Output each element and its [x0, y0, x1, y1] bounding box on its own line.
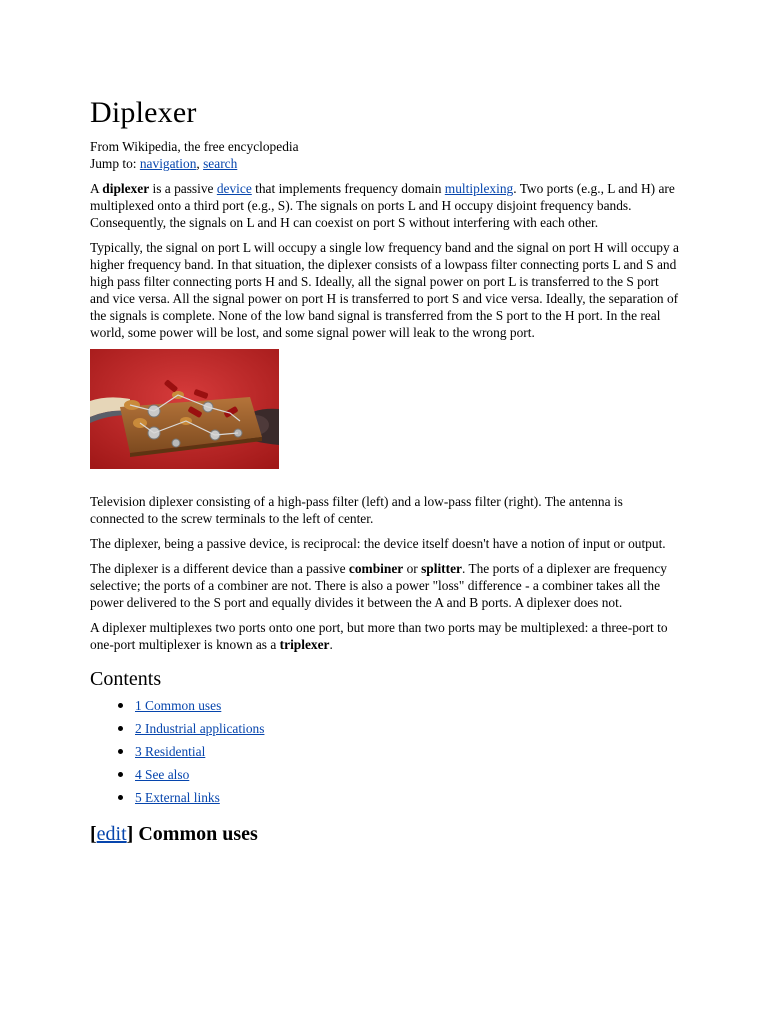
edit-link[interactable]: edit [96, 823, 127, 845]
article [90, 96, 680, 852]
toc-item [135, 766, 680, 789]
text-run: . Two ports (e.g., L and H) are multiplexed onto a third port (e.g., S). The signals on ports L and H occupy disjoint frequency bands. Consequently, the signals on L and H can coexist on port S without interfering with each other. [90, 181, 675, 230]
toc-item [135, 720, 680, 743]
toc-link-common-uses[interactable]: 1 Common uses [135, 698, 222, 713]
contents-heading: Contents [90, 668, 162, 690]
intro-paragraph [90, 180, 680, 231]
toc-link-residential[interactable]: 3 Residential [135, 744, 206, 759]
text-run: . [329, 637, 333, 652]
term-diplexer: diplexer [102, 181, 150, 196]
table-of-contents [90, 697, 680, 812]
jump-search-link[interactable]: search [203, 156, 238, 171]
site-subtitle: From Wikipedia, the free encyclopedia [90, 139, 299, 154]
jump-separator: , [196, 156, 204, 171]
paragraph-ports: Typically, the signal on port L will occupy a single low frequency band and the signal on port H will occupy a higher frequency band. In that situation, the diplexer consists of a lowpass filter connecting ports L and S and high pass filter connecting ports H and S. Ideally, all the signal power on port L is transferred to the S port and vice versa. All the signal power on port H is transferred to port S and vice versa. Ideally, the separation of the signals is complete. None of the low band signal is transferred from the S port to the H port. In the real world, some power will be lost, and some signal power will leak to the wrong port. [90, 240, 679, 340]
term-splitter: splitter [421, 561, 462, 576]
page-title: Diplexer [90, 96, 197, 129]
text-run: A [90, 181, 103, 196]
toc-item [135, 743, 680, 766]
toc-link-see-also[interactable]: 4 See also [135, 767, 190, 782]
text-run: is a passive [149, 181, 217, 196]
paragraph-triplexer [90, 619, 680, 653]
text-run: . The ports of a diplexer are frequency selective; the ports of a combiner are not. There is also a power "loss" difference - a combiner takes all the power delivered to the S port and equally divides it between the A and B ports. A diplexer does not. [90, 561, 667, 610]
edit-open-bracket: [ [90, 823, 97, 845]
toc-item [135, 697, 680, 720]
toc-link-external-links[interactable]: 5 External links [135, 790, 220, 805]
text-run: A diplexer multiplexes two ports onto one port, but more than two ports may be multiplexed: a three-port to one-port multiplexer is known as a [90, 620, 668, 652]
section-title: Common uses [133, 823, 258, 845]
jump-to-bar [90, 155, 680, 172]
section-heading-common-uses [90, 822, 680, 846]
paragraph-combiner [90, 560, 680, 611]
text-run: that implements frequency domain [251, 181, 445, 196]
jump-navigation-link[interactable]: navigation [139, 156, 197, 171]
term-combiner: combiner [348, 561, 404, 576]
diplexer-photo[interactable] [90, 349, 279, 469]
toc-link-industrial-applications[interactable]: 2 Industrial applications [135, 721, 265, 736]
text-run: or [403, 561, 422, 576]
multiplexing-link[interactable]: multiplexing [444, 181, 514, 196]
term-triplexer: triplexer [279, 637, 330, 652]
image-caption: Television diplexer consisting of a high-pass filter (left) and a low-pass filter (right). The antenna is connected to the screw terminals to the left of center. [90, 494, 623, 526]
edit-close-bracket: ] [126, 823, 134, 845]
toc-item [135, 789, 680, 812]
paragraph-reciprocal: The diplexer, being a passive device, is reciprocal: the device itself doesn't have a notion of input or output. [90, 536, 666, 551]
device-link[interactable]: device [216, 181, 252, 196]
text-run: The diplexer is a different device than a passive [90, 561, 349, 576]
jump-to-label: Jump to: [90, 156, 140, 171]
